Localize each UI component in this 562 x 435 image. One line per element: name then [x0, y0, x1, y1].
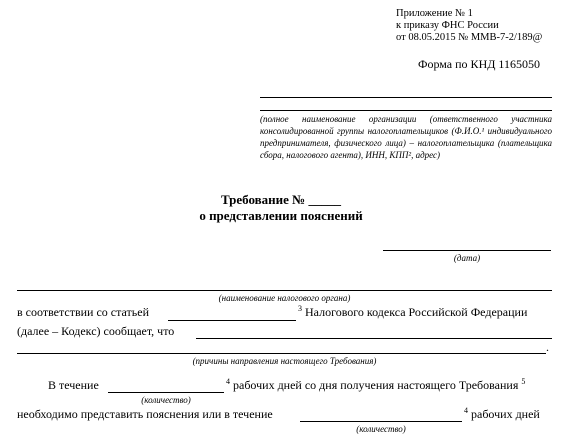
explanations-prefix: необходимо представить пояснения или в течение: [17, 407, 273, 421]
tax-authority-field-line[interactable]: [17, 290, 552, 291]
footnote-4-second: 4: [464, 406, 468, 415]
appendix-line-1: Приложение № 1: [396, 8, 473, 19]
message-field-line[interactable]: [196, 338, 552, 339]
date-field-line[interactable]: [383, 250, 551, 251]
deadline-suffix-text: [226, 378, 525, 393]
end-dot: .: [546, 340, 549, 354]
appendix-line-2: к приказу ФНС России: [396, 20, 499, 31]
explanations-suffix: рабочих дней: [471, 407, 540, 421]
article-number-field-line[interactable]: [168, 320, 296, 321]
footnote-5: 5: [521, 377, 526, 386]
document-title: Требование № _____: [220, 192, 341, 207]
deadline-suffix: рабочих дней со дня получения настоящего Требования: [233, 378, 519, 392]
article-reference-text: [17, 305, 149, 320]
reasons-caption: (причины направления настоящего Требования): [192, 356, 377, 366]
document-subtitle: о представлении пояснений: [199, 208, 363, 223]
deadline-prefix: В течение: [48, 378, 99, 392]
article-suffix: Налогового кодекса Российской Федерации: [305, 305, 528, 319]
date-caption: (дата): [453, 253, 481, 263]
appendix-header: [396, 8, 542, 44]
tax-authority-caption: (наименование налогового органа): [218, 293, 351, 303]
article-suffix-text: [298, 305, 527, 320]
footnote-3: 3: [298, 304, 302, 313]
quantity-caption: (количество): [141, 395, 191, 405]
appendix-line-3: от 08.05.2015 № ММВ-7-2/189@: [396, 32, 543, 43]
addressee-field-line[interactable]: [260, 97, 552, 98]
form-code: Форма по КНД 1165050: [418, 57, 540, 71]
days-count-field-line-2[interactable]: [300, 421, 462, 422]
addressee-caption: (полное наименование организации (ответственного участника консолидированной группы налогоплательщиков (Ф.И.О.¹ индивидуального предпринимателя, физического лица) – налогоплательщика (плательщика сбора, налогового агента), ИНН, КПП², адрес): [260, 114, 552, 160]
days-count-field-line[interactable]: [108, 392, 224, 393]
footnote-4: 4: [226, 377, 230, 386]
code-reference-text: (далее – Кодекс) сообщает, что: [17, 324, 175, 338]
addressee-field-line-2[interactable]: [260, 110, 552, 111]
quantity-caption-2: (количество): [356, 424, 406, 434]
explanations-suffix-text: [464, 407, 540, 422]
reasons-field-line[interactable]: [17, 353, 546, 354]
article-prefix: в соответствии со статьей: [17, 305, 149, 319]
